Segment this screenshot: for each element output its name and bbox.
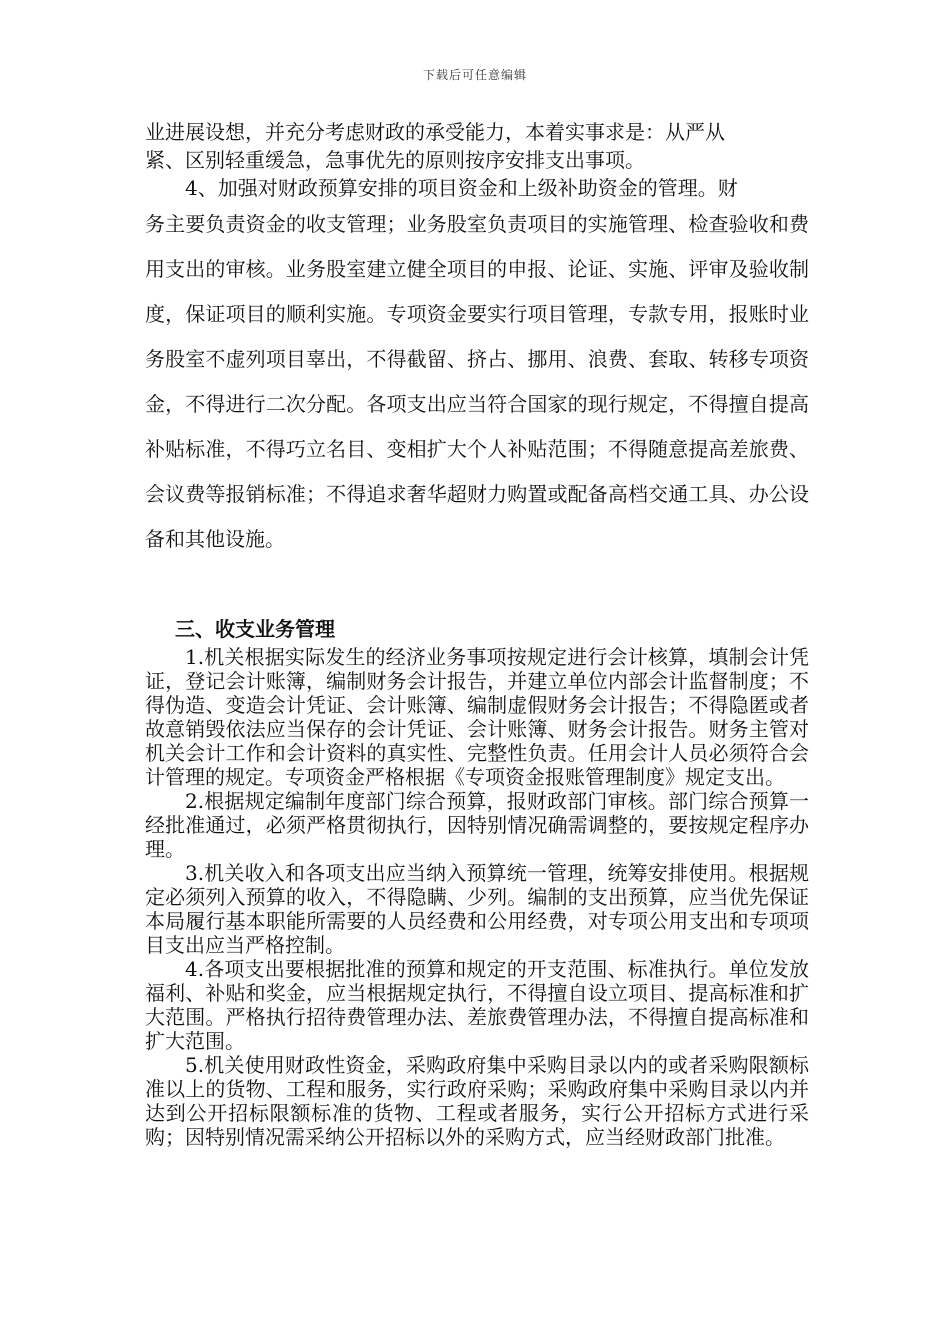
section3-paragraph-2: 2.根据规定编制年度部门综合预算，报财政部门审核。部门综合预算一经批准通过，必须严格贯彻执行，因特别情况确需调整的，要按规定程序办理。 xyxy=(145,789,809,861)
intro-line-2: 紧、区别轻重缓急，急事优先的原则按序安排支出事项。 xyxy=(145,148,645,172)
section3-block xyxy=(145,615,809,1149)
para4-body: 务主要负责资金的收支管理；业务股室负责项目的实施管理、检查验收和费用支出的审核。业务股室建立健全项目的申报、论证、实施、评审及验收制度，保证项目的顺利实施。专项资金要实行项目管理，专款专用，报账时业务股室不虚列项目辜出，不得截留、挤占、挪用、浪费、套取、转移专项资金，不得进行二次分配。各项支出应当符合国家的现行规定，不得擅自提高补贴标准，不得巧立名目、变相扩大个人补贴范围；不得随意提高差旅费、会议费等报销标准；不得追求奢华超财力购置或配备高档交通工具、办公设备和其他设施。 xyxy=(145,212,809,551)
para4-first-line: 4、加强对财政预算安排的项目资金和上级补助资金的管理。财 xyxy=(185,176,738,200)
section3-paragraph-1: 1.机关根据实际发生的经济业务事项按规定进行会计核算，填制会计凭证，登记会计账簿，编制财务会计报告，并建立单位内部会计监督制度；不得伪造、变造会计凭证、会计账簿、编制虚假财务会计报告；不得隐匿或者故意销毁依法应当保存的会计凭证、会计账簿、财务会计报告。财务主管对机关会计工作和会计资料的真实性、完整性负责。任用会计人员必须符合会计管理的规定。专项资金严格根据《专项资金报账管理制度》规定支出。 xyxy=(145,645,809,789)
section3-paragraph-3: 3.机关收入和各项支出应当纳入预算统一管理，统筹安排使用。根据规定必须列入预算的收入，不得隐瞒、少列。编制的支出预算，应当优先保证本局履行基本职能所需要的人员经费和公用经费，对专项公用支出和专项项目支出应当严格控制。 xyxy=(145,861,809,957)
section3-paragraph-4: 4.各项支出要根据批准的预算和规定的开支范围、标准执行。单位发放福利、补贴和奖金，应当根据规定执行，不得擅自设立项目、提高标准和扩大范围。严格执行招待费管理办法、差旅费管理办法，不得擅自提高标准和扩大范围。 xyxy=(145,957,809,1053)
intro-line-1: 业进展设想，并充分考虑财政的承受能力，本着实事求是：从严从 xyxy=(145,120,725,144)
header-note: 下载后可任意编辑 xyxy=(422,68,527,82)
intro-block xyxy=(145,118,809,202)
section3-paragraph-5: 5.机关使用财政性资金，采购政府集中采购目录以内的或者采购限额标准以上的货物、工程和服务，实行政府采购；采购政府集中采购目录以内并达到公开招标限额标准的货物、工程或者服务，实行公开招标方式进行采购；因特别情况需采纳公开招标以外的采购方式，应当经财政部门批准。 xyxy=(145,1053,809,1149)
para4-body-block xyxy=(145,202,809,562)
section-heading: 三、收支业务管理 xyxy=(175,617,335,641)
